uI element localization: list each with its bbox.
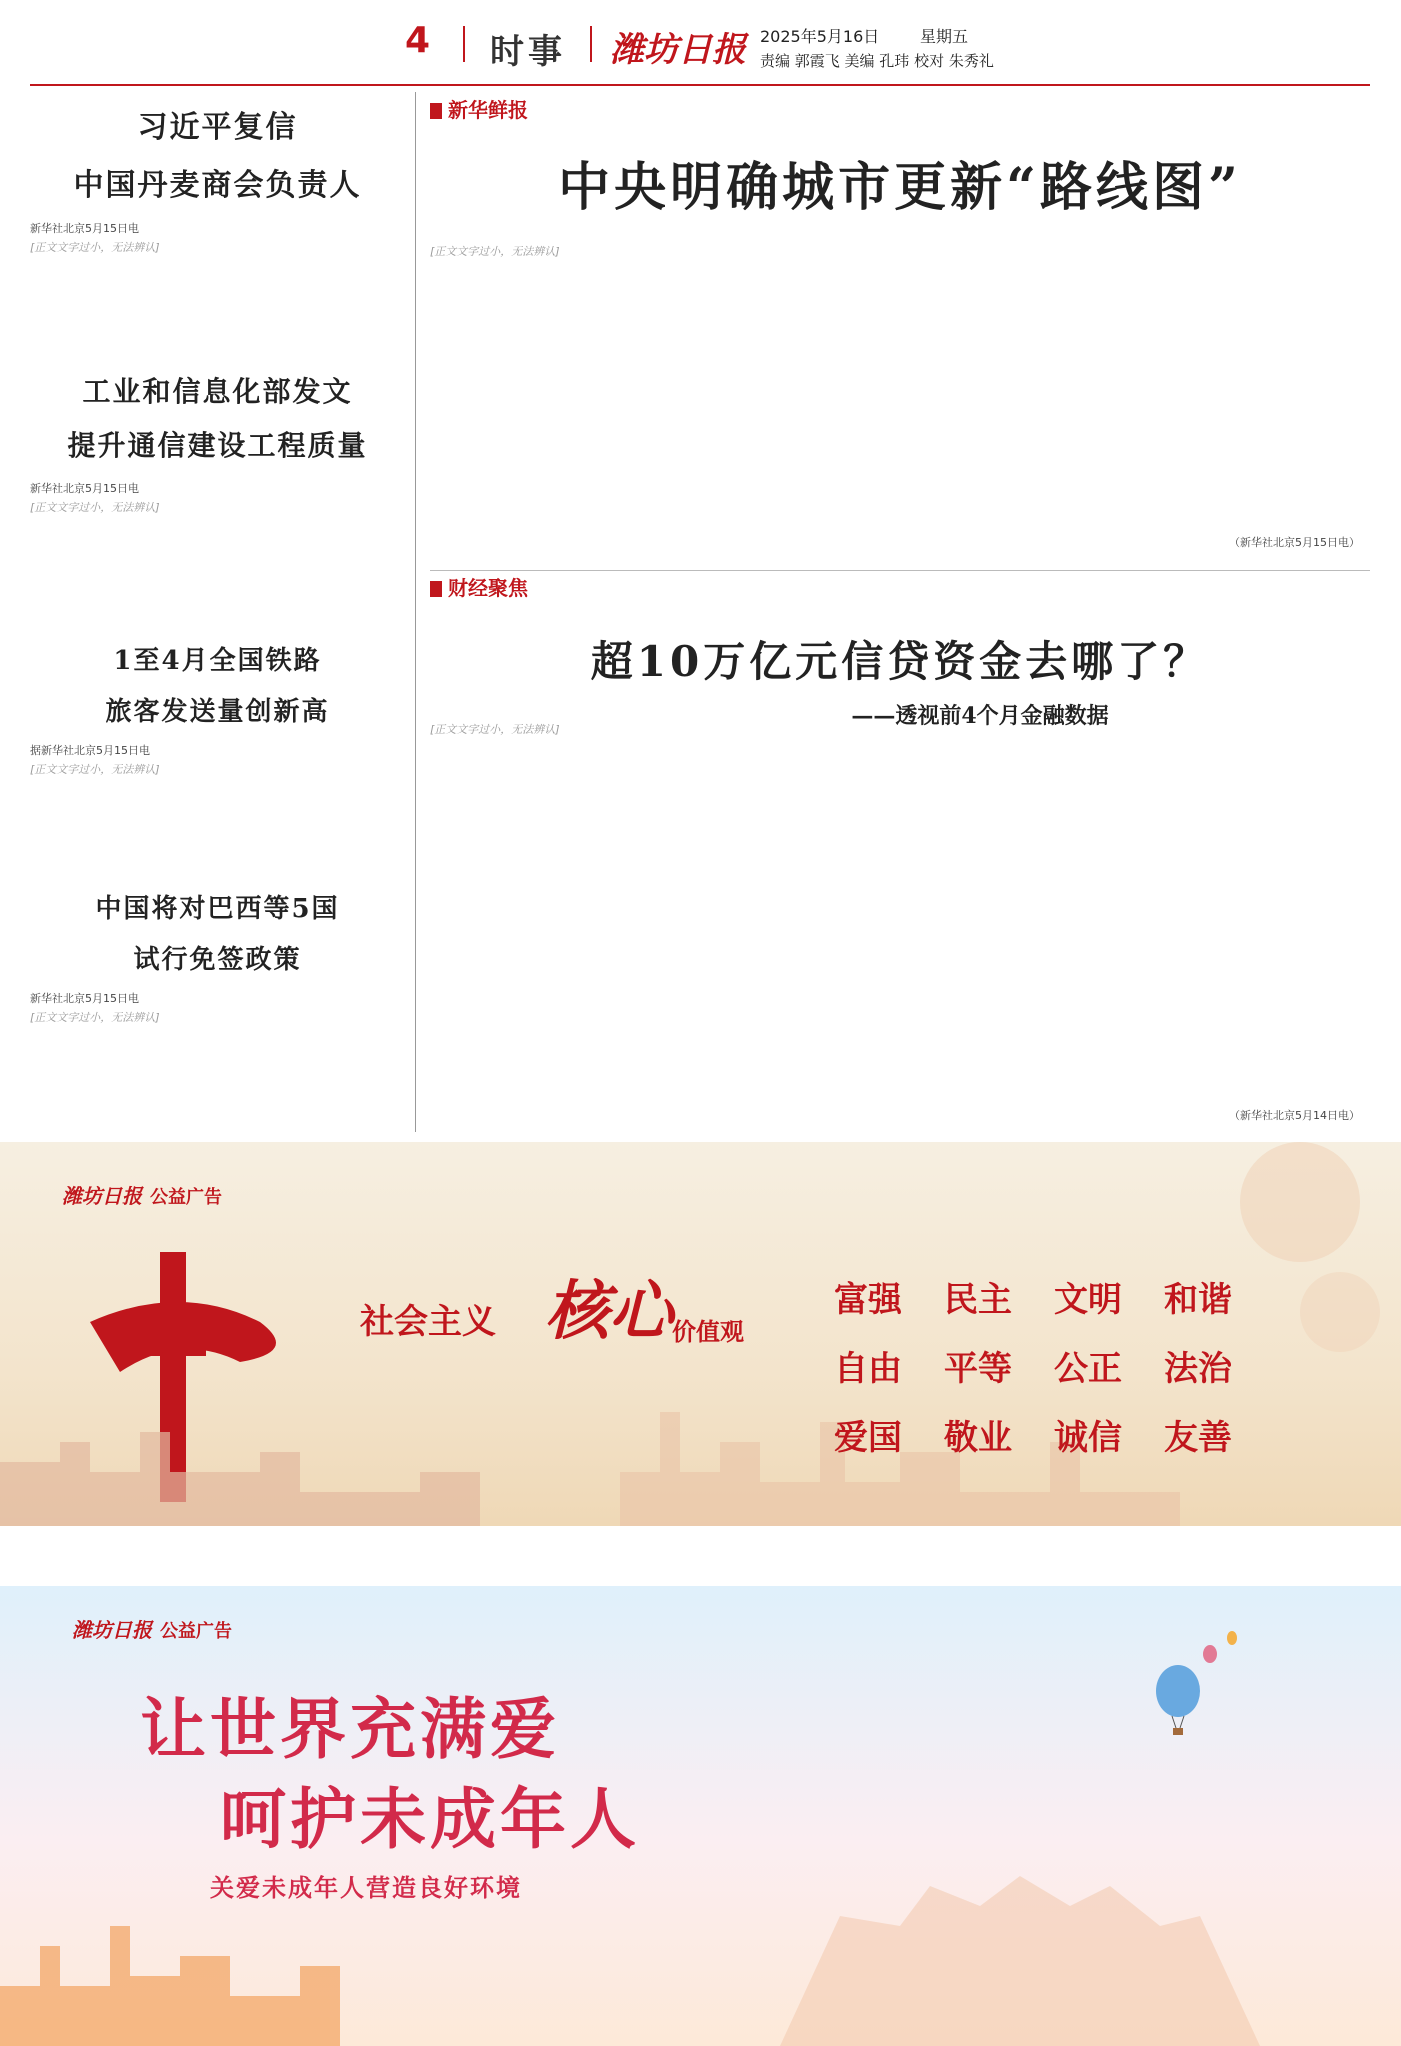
public-service-ad-core-values <box>0 1142 1401 1526</box>
ad-brand: 潍坊日报 公益广告 <box>72 1618 232 1642</box>
article-credit-data <box>430 572 1370 1137</box>
article-credit: （新华社北京5月14日电） <box>1229 1109 1360 1122</box>
issue-weekday: 星期五 <box>920 27 969 46</box>
article-visa-free <box>30 888 405 1120</box>
article-headline: 中央明确城市更新“路线图” <box>558 157 1242 218</box>
article-body: [正文文字过小，无法辨认] <box>430 245 560 258</box>
article-miit-notice <box>30 370 405 670</box>
ad-title-core: 核心 <box>545 1274 673 1349</box>
article-body: [正文文字过小，无法辨认] <box>430 723 560 736</box>
ad-decoration-graphic <box>0 1586 1401 2046</box>
article-title-line2: 旅客发送量创新高 <box>105 697 330 727</box>
section-divider <box>430 570 1370 571</box>
value-item: 自由 <box>834 1349 902 1389</box>
article-railway <box>30 640 405 882</box>
header-divider <box>590 26 592 62</box>
value-item: 诚信 <box>1054 1418 1122 1458</box>
article-title-line1: 工业和信息化部发文 <box>82 375 353 408</box>
article-title-line1: 1至4月全国铁路 <box>113 646 322 676</box>
article-credit: （新华社北京5月15日电） <box>1229 536 1360 549</box>
ad-subtitle: 关爱未成年人营造良好环境 <box>210 1873 522 1902</box>
article-byline: 据新华社北京5月15日电 <box>30 744 150 757</box>
column-divider <box>415 92 416 1132</box>
value-item: 民主 <box>944 1280 1012 1320</box>
value-item: 爱国 <box>834 1418 902 1458</box>
value-item: 友善 <box>1164 1418 1232 1458</box>
article-headline: 超10万亿元信贷资金去哪了？ <box>590 637 1210 686</box>
ad-title-left: 社会主义 <box>360 1302 496 1342</box>
article-byline: 新华社北京5月15日电 <box>30 222 139 235</box>
value-item: 公正 <box>1054 1349 1122 1389</box>
ad-title-right: 价值观 <box>672 1317 744 1346</box>
value-item: 富强 <box>834 1280 902 1320</box>
article-title-line2: 中国丹麦商会负责人 <box>73 168 362 203</box>
value-item: 敬业 <box>944 1418 1012 1458</box>
public-service-ad-minors <box>0 1586 1401 2046</box>
issue-date: 2025年5月16日 <box>760 27 880 46</box>
article-subhead: ——透视前4个月金融数据 <box>851 703 1109 729</box>
value-item: 法治 <box>1164 1349 1232 1389</box>
header-rule <box>30 84 1370 86</box>
article-title-line2: 试行免签政策 <box>133 945 302 975</box>
ad-headline-line2: 呵护未成年人 <box>220 1780 640 1858</box>
article-body: [正文文字过小，无法辨认] <box>30 501 160 514</box>
page-number: 4 <box>405 20 431 61</box>
ad-headline-line1: 让世界充满爱 <box>140 1690 560 1768</box>
article-body: [正文文字过小，无法辨认] <box>30 1011 160 1024</box>
value-item: 文明 <box>1054 1280 1122 1320</box>
article-byline: 新华社北京5月15日电 <box>30 992 139 1005</box>
editor-credits: 责编 郭霞飞 美编 孔玮 校对 朱秀礼 <box>760 52 994 70</box>
page-header <box>0 0 1401 86</box>
article-byline: 新华社北京5月15日电 <box>30 482 139 495</box>
article-urban-renewal <box>430 94 1370 564</box>
value-item: 平等 <box>944 1349 1012 1389</box>
ad-brand: 潍坊日报 公益广告 <box>62 1184 222 1208</box>
section-title: 时事 <box>490 32 566 72</box>
article-title-line1: 中国将对巴西等5国 <box>95 894 340 924</box>
value-item: 和谐 <box>1164 1280 1232 1320</box>
column-tag: 新华鲜报 <box>430 94 1370 123</box>
article-title-line2: 提升通信建设工程质量 <box>67 429 368 462</box>
article-body: [正文文字过小，无法辨认] <box>30 241 160 254</box>
core-values-grid <box>820 1272 1260 1459</box>
article-xi-reply <box>30 92 405 390</box>
article-body: [正文文字过小，无法辨认] <box>30 763 160 776</box>
article-title-line1: 习近平复信 <box>137 110 298 145</box>
column-tag: 财经聚焦 <box>430 572 1370 601</box>
newspaper-logo: 潍坊日报 <box>610 30 746 70</box>
header-divider <box>463 26 465 62</box>
